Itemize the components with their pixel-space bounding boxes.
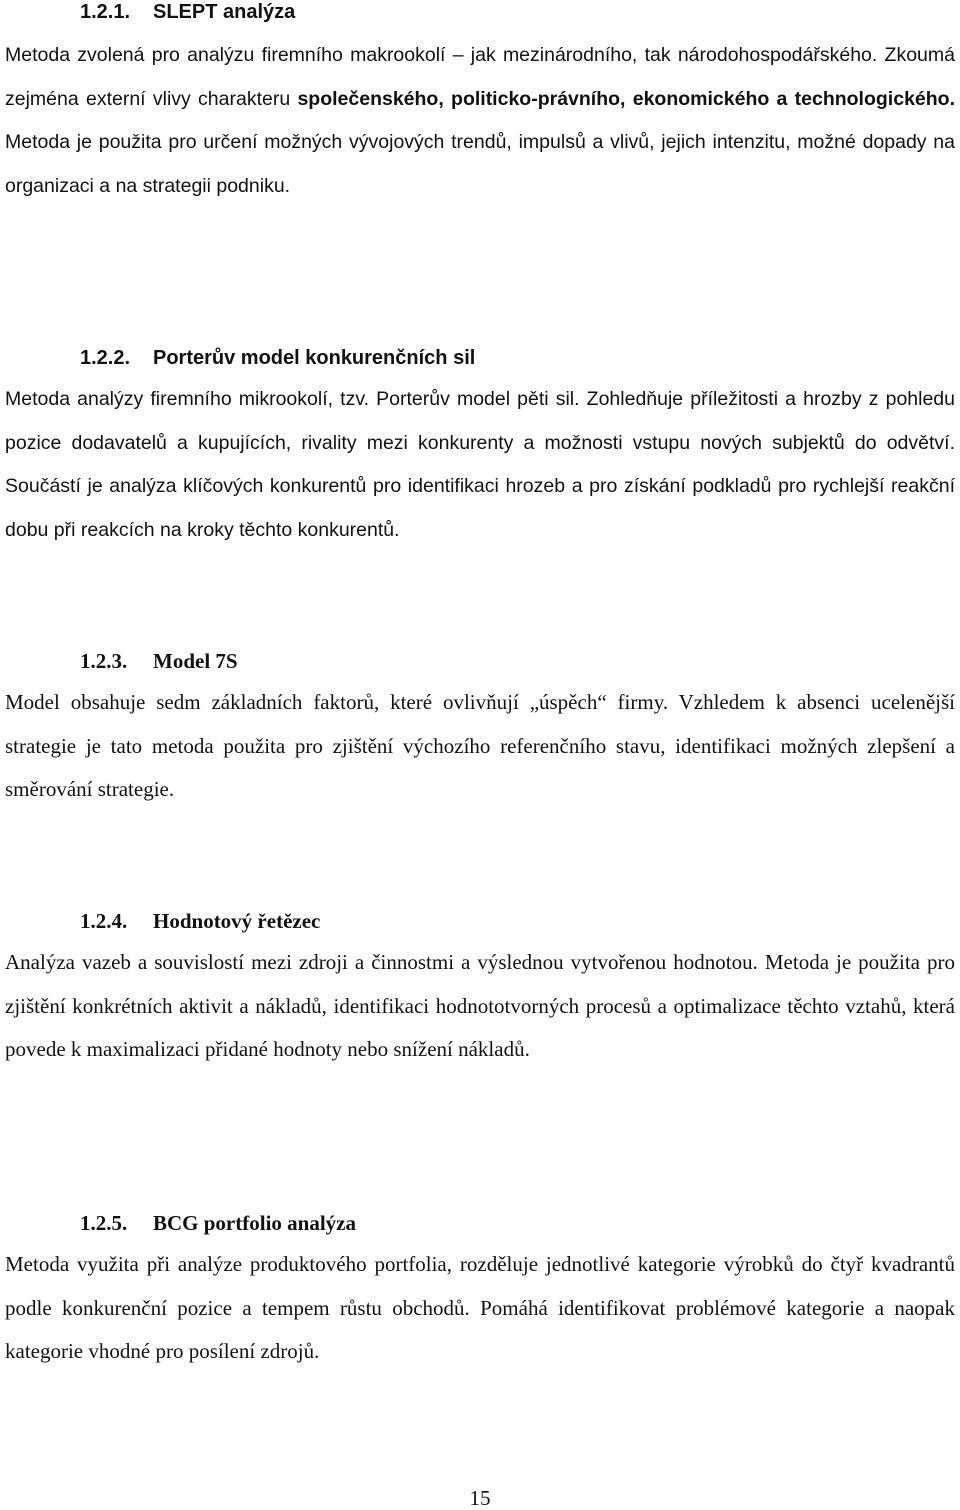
section-number: 1.2.5.	[80, 1211, 128, 1235]
section-number: 1.2.4.	[80, 909, 128, 933]
paragraph-run: Metoda využita při analýze produktového portfolia, rozděluje jednotlivé kategorie výrobků do čtyř kvadrantů podle konkurenční pozice a tempem růstu obchodů. Pomáhá identifikovat problémové kategorie a naopak kategorie vhodné pro posílení zdrojů.	[5, 1252, 955, 1363]
section-title: SLEPT analýza	[153, 1, 296, 23]
paragraph-run: Metoda analýzy firemního mikrookolí, tzv. Porterův model pěti sil. Zohledňuje příležitosti a hrozby z pohledu pozice dodavatelů a kupujících, rivality mezi konkurenty a možnosti vstupu nových subjektů do odvětví. Součástí je analýza klíčových konkurentů pro identifikaci hrozeb a pro získání podkladů pro rychlejší reakční dobu při reakcích na kroky těchto konkurentů.	[5, 388, 955, 541]
section-value-chain	[5, 909, 955, 1072]
section-heading	[80, 909, 955, 933]
section-title: Porterův model konkurenčních sil	[153, 347, 476, 369]
section-number: 1.2.3.	[80, 649, 128, 673]
paragraph-run-bold: společenského, politicko-právního, ekonomického a technologického.	[297, 87, 955, 110]
section-title: Model 7S	[153, 649, 238, 673]
section-porter	[5, 346, 955, 552]
section-paragraph	[5, 34, 955, 208]
section-title: Hodnotový řetězec	[153, 909, 321, 933]
section-heading	[80, 0, 955, 24]
section-heading	[80, 649, 955, 673]
paragraph-run: Model obsahuje sedm základních faktorů, které ovlivňují „úspěch“ firmy. Vzhledem k absenci ucelenější strategie je tato metoda použita pro zjištění výchozího referenčního stavu, identifikaci možných zlepšení a směrování strategie.	[5, 690, 955, 801]
paragraph-run: Metoda zvolená pro analýzu firemního makrookolí – jak mezinárodního, tak národohospodářského. Zkoumá zejména externí vlivy charakteru	[5, 44, 955, 110]
section-slept	[5, 0, 955, 208]
section-paragraph	[5, 681, 955, 812]
section-heading	[80, 1211, 955, 1235]
section-paragraph	[5, 378, 955, 552]
section-paragraph	[5, 1243, 955, 1374]
section-model-7s	[5, 649, 955, 812]
page-number: 15	[469, 1486, 491, 1510]
section-heading	[80, 346, 955, 370]
section-number: 1.2.2.	[80, 347, 131, 369]
paragraph-run: Metoda je použita pro určení možných vývojových trendů, impulsů a vlivů, jejich intenzitu, možné dopady na organizaci a na strategii podniku.	[5, 131, 955, 197]
section-title: BCG portfolio analýza	[153, 1211, 356, 1235]
section-paragraph	[5, 941, 955, 1072]
paragraph-run: Analýza vazeb a souvislostí mezi zdroji a činnostmi a výslednou vytvořenou hodnotou. Metoda je použita pro zjištění konkrétních aktivit a nákladů, identifikaci hodnototvorných procesů a optimalizace těchto vztahů, která povede k maximalizaci přidané hodnoty nebo snížení nákladů.	[5, 950, 955, 1061]
section-bcg	[5, 1211, 955, 1374]
section-number: 1.2.1.	[80, 1, 131, 23]
